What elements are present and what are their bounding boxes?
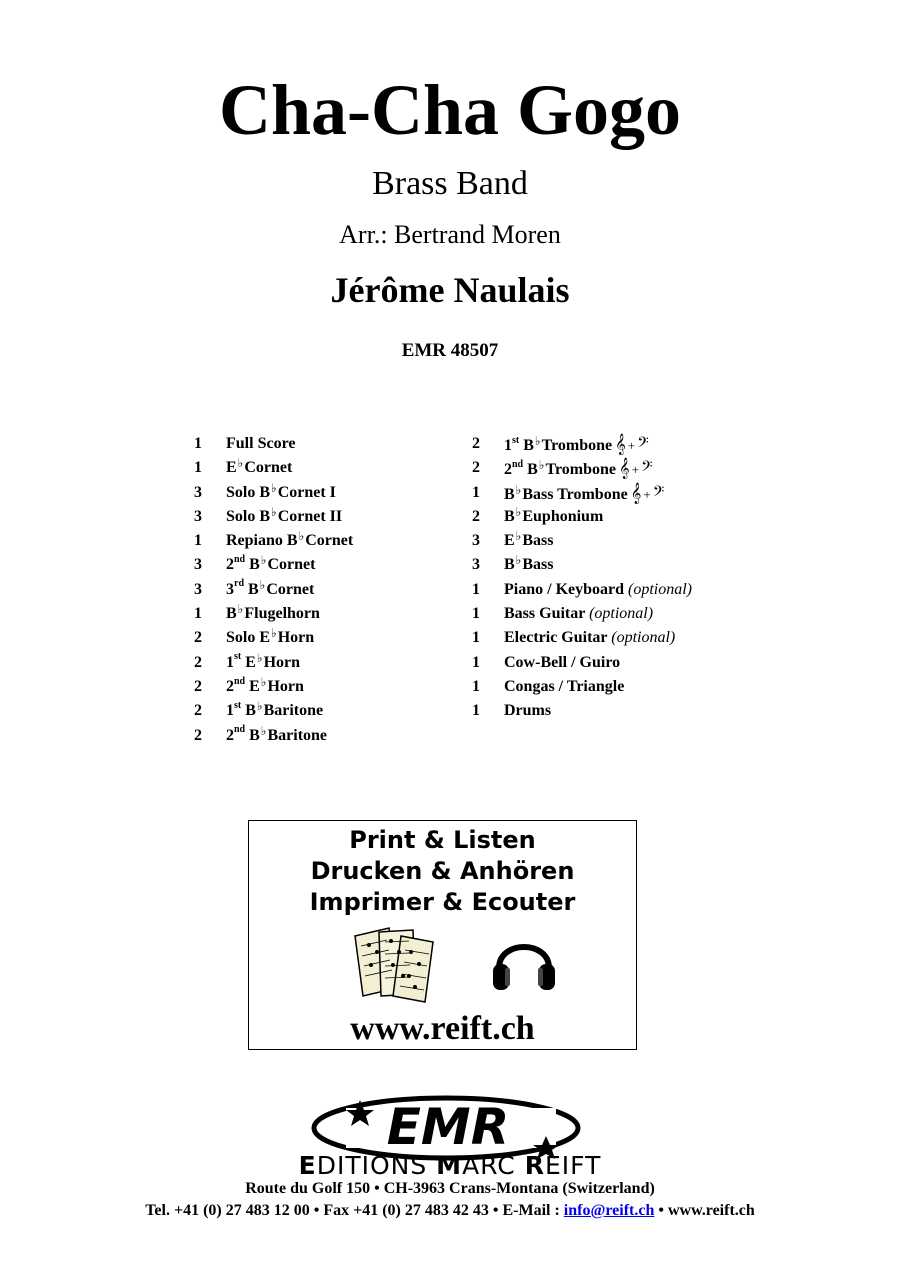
- part-instrument-suffix: Bass: [522, 532, 554, 550]
- part-name: [504, 505, 603, 529]
- part-instrument-suffix: Euphonium: [522, 507, 604, 525]
- part-row: [188, 456, 458, 480]
- clef-icons: [619, 458, 653, 478]
- part-instrument: B: [504, 485, 515, 503]
- part-instrument: E: [504, 532, 515, 550]
- part-optional-note: (optional): [611, 629, 676, 647]
- email-link[interactable]: info@reift.ch: [563, 1202, 655, 1219]
- part-instrument: B: [504, 556, 515, 574]
- part-name: [226, 724, 327, 748]
- part-ordinal-suffix: nd: [512, 458, 524, 470]
- part-row: [466, 553, 766, 577]
- part-ordinal-number: 2: [226, 556, 234, 574]
- publisher-name: [0, 1152, 900, 1180]
- part-quantity: 1: [472, 483, 480, 501]
- flat-icon: ♭: [237, 456, 244, 471]
- ensemble-type: Brass Band: [372, 165, 528, 202]
- part-quantity: 3: [194, 483, 202, 501]
- part-name: [226, 699, 323, 723]
- part-name: [226, 505, 342, 529]
- part-row: [466, 675, 766, 699]
- arranger-prefix: Arr.:: [339, 220, 388, 249]
- print-and-listen-box: [248, 820, 637, 1050]
- part-optional-note: (optional): [628, 580, 693, 598]
- part-quantity: 1: [472, 605, 480, 623]
- part-instrument-suffix: Cornet I: [277, 483, 336, 501]
- treble-clef-icon: 𝄞: [630, 482, 642, 503]
- flat-icon: ♭: [271, 626, 277, 641]
- flat-icon: ♭: [260, 553, 267, 568]
- flat-icon: ♭: [298, 529, 305, 544]
- flat-icon: ♭: [256, 699, 263, 714]
- part-ordinal-number: 1: [504, 437, 512, 454]
- part-name: [504, 481, 664, 507]
- part-instrument: Solo E: [226, 629, 271, 647]
- bass-clef-icon: 𝄢: [637, 434, 649, 454]
- promo-icons: [249, 922, 636, 1008]
- composer-name: Jérôme Naulais: [330, 270, 570, 310]
- part-row: [188, 699, 458, 723]
- flat-icon: ♭: [515, 553, 522, 568]
- part-name: [226, 553, 315, 577]
- part-quantity: 1: [472, 702, 480, 720]
- part-name: [226, 626, 314, 650]
- part-row: [188, 481, 458, 505]
- emr-logo-text: EMR: [386, 1098, 510, 1156]
- part-instrument-suffix: Trombone: [545, 461, 616, 479]
- part-ordinal-number: 1: [226, 653, 234, 671]
- part-row: [188, 529, 458, 553]
- part-name: [226, 578, 314, 602]
- part-instrument: E: [226, 459, 237, 477]
- part-instrument-suffix: Trombone: [541, 437, 613, 454]
- part-quantity: 1: [194, 435, 202, 452]
- part-instrument: Piano / Keyboard: [504, 580, 625, 598]
- part-row: [188, 724, 458, 748]
- flat-icon: ♭: [515, 504, 522, 519]
- part-quantity: 3: [472, 532, 480, 550]
- publisher-contact: [0, 1201, 900, 1221]
- part-row: [188, 626, 458, 650]
- part-instrument: B: [249, 726, 260, 744]
- promo-line-german: Drucken & Anhören: [310, 857, 575, 885]
- part-quantity: 2: [472, 435, 480, 452]
- flat-icon: ♭: [256, 650, 263, 665]
- part-ordinal-suffix: st: [234, 699, 242, 711]
- part-name: [226, 529, 353, 553]
- part-quantity: 2: [472, 459, 480, 477]
- part-name: [226, 481, 336, 505]
- flat-icon: ♭: [260, 723, 267, 738]
- part-quantity: 2: [194, 629, 202, 647]
- clef-icons: [615, 434, 649, 454]
- part-instrument: E: [245, 653, 256, 671]
- part-instrument-suffix: Flugelhorn: [244, 605, 320, 623]
- clef-icons: [631, 483, 665, 503]
- part-quantity: 2: [194, 677, 202, 695]
- part-quantity: 1: [472, 653, 480, 671]
- bass-clef-icon: 𝄢: [652, 482, 665, 503]
- part-row: [466, 505, 766, 529]
- clef-plus: +: [643, 486, 651, 502]
- part-quantity: 3: [194, 507, 202, 525]
- brand-part-2: DITIONS: [316, 1151, 437, 1180]
- part-name: [226, 651, 300, 675]
- part-ordinal-suffix: nd: [234, 724, 246, 736]
- flat-icon: ♭: [237, 602, 244, 617]
- catalog-number: EMR 48507: [401, 340, 499, 361]
- part-instrument-suffix: Cornet II: [277, 507, 343, 525]
- part-instrument: Full Score: [226, 435, 296, 452]
- clef-plus: +: [631, 462, 639, 478]
- part-row: [466, 432, 766, 456]
- score-title: Cha-Cha Gogo: [218, 70, 682, 150]
- part-name: [504, 602, 653, 626]
- part-quantity: 1: [194, 459, 202, 477]
- part-instrument-suffix: Cornet: [267, 556, 316, 574]
- part-instrument-suffix: Cornet: [244, 459, 293, 477]
- part-ordinal-number: 2: [504, 461, 512, 479]
- flat-icon: ♭: [260, 674, 267, 689]
- part-quantity: 1: [194, 532, 202, 550]
- contact-prefix: Tel. +41 (0) 27 483 12 00 • Fax +41 (0) 27 483 42 43 • E-Mail :: [145, 1202, 560, 1219]
- part-ordinal-suffix: nd: [234, 675, 246, 687]
- part-quantity: 1: [472, 677, 480, 695]
- part-instrument: Drums: [504, 702, 552, 720]
- part-ordinal-number: 2: [226, 677, 234, 695]
- part-instrument: Electric Guitar: [504, 629, 608, 647]
- part-instrument: B: [504, 507, 515, 525]
- clef-plus: +: [627, 438, 636, 453]
- part-quantity: 1: [472, 580, 480, 598]
- publisher-address: Route du Golf 150 • CH-3963 Crans-Montana (Switzerland): [245, 1180, 655, 1197]
- headphones-icon: [489, 928, 559, 998]
- brand-part-3: M: [436, 1151, 463, 1180]
- part-ordinal-suffix: st: [234, 651, 242, 663]
- part-instrument: Bass Guitar: [504, 605, 586, 623]
- promo-line-french: Imprimer & Ecouter: [309, 888, 576, 916]
- part-row: [188, 553, 458, 577]
- part-ordinal-suffix: nd: [234, 554, 246, 566]
- contact-suffix: • www.reift.ch: [658, 1202, 755, 1219]
- part-quantity: 2: [194, 702, 202, 720]
- part-row: [188, 602, 458, 626]
- part-instrument-suffix: Baritone: [263, 702, 324, 720]
- part-instrument-suffix: Baritone: [267, 726, 328, 744]
- part-row: [188, 675, 458, 699]
- brand-part-5: R: [524, 1151, 545, 1180]
- part-quantity: 1: [472, 629, 480, 647]
- part-row: [188, 578, 458, 602]
- part-row: [466, 481, 766, 505]
- part-instrument-suffix: Bass: [522, 556, 554, 574]
- part-instrument-suffix: Horn: [263, 653, 301, 671]
- flat-icon: ♭: [259, 577, 266, 592]
- part-instrument: E: [249, 677, 260, 695]
- part-name: [504, 578, 692, 602]
- part-instrument: Repiano B: [226, 532, 298, 550]
- part-instrument: B: [245, 702, 256, 720]
- brand-part-1: E: [298, 1151, 317, 1180]
- part-quantity: 3: [472, 556, 480, 574]
- part-instrument-suffix: Cornet: [305, 532, 354, 550]
- promo-url: www.reift.ch: [350, 1010, 535, 1047]
- part-instrument: B: [226, 605, 237, 623]
- part-quantity: 1: [194, 605, 202, 623]
- part-name: [504, 456, 653, 482]
- flat-icon: ♭: [271, 480, 277, 495]
- treble-clef-icon: 𝄞: [619, 458, 630, 479]
- flat-icon: ♭: [538, 458, 545, 473]
- part-row: [466, 651, 766, 675]
- part-quantity: 2: [472, 507, 480, 525]
- part-row: [466, 699, 766, 723]
- part-instrument: B: [527, 461, 538, 479]
- part-quantity: 3: [194, 556, 202, 574]
- bass-clef-icon: 𝄢: [640, 458, 653, 479]
- part-instrument: Cow-Bell / Guiro: [504, 653, 621, 671]
- flat-icon: ♭: [271, 504, 277, 519]
- part-row: [188, 432, 458, 456]
- part-ordinal-suffix: st: [512, 434, 520, 446]
- part-name: [504, 553, 553, 577]
- part-name: [504, 432, 649, 458]
- part-quantity: 3: [194, 580, 202, 598]
- part-name: [226, 456, 292, 480]
- part-instrument: Solo B: [226, 507, 271, 525]
- part-name: [226, 432, 295, 456]
- part-ordinal-number: 3: [226, 580, 234, 598]
- treble-clef-icon: 𝄞: [615, 434, 626, 454]
- part-ordinal-number: 1: [226, 702, 234, 720]
- flat-icon: ♭: [515, 529, 522, 544]
- part-row: [466, 529, 766, 553]
- part-row: [466, 602, 766, 626]
- parts-list-left: [188, 432, 458, 748]
- parts-list-right: [466, 432, 766, 724]
- part-name: [504, 675, 624, 699]
- part-instrument: Solo B: [226, 483, 271, 501]
- part-instrument-suffix: Horn: [277, 629, 315, 647]
- part-quantity: 2: [194, 726, 202, 744]
- part-instrument-suffix: Bass Trombone: [522, 485, 628, 503]
- flat-icon: ♭: [534, 434, 541, 448]
- part-name: [226, 602, 320, 626]
- part-optional-note: (optional): [589, 605, 654, 623]
- arranger-name: Bertrand Moren: [394, 220, 561, 249]
- part-row: [466, 456, 766, 480]
- brand-part-4: ARC: [462, 1151, 525, 1180]
- part-row: [188, 651, 458, 675]
- part-name: [504, 651, 620, 675]
- promo-line-english: Print & Listen: [349, 826, 536, 854]
- part-name: [504, 699, 551, 723]
- part-instrument: B: [248, 580, 259, 598]
- part-instrument: Congas / Triangle: [504, 677, 625, 695]
- part-instrument: B: [249, 556, 260, 574]
- part-instrument-suffix: Horn: [267, 677, 304, 695]
- part-ordinal-suffix: rd: [234, 578, 244, 590]
- part-row: [466, 626, 766, 650]
- part-instrument-suffix: Cornet: [266, 580, 315, 598]
- part-name: [226, 675, 304, 699]
- part-row: [466, 578, 766, 602]
- sheet-music-icon: [349, 924, 441, 1004]
- part-name: [504, 529, 553, 553]
- part-ordinal-number: 2: [226, 726, 234, 744]
- flat-icon: ♭: [515, 482, 522, 497]
- brand-part-6: EIFT: [544, 1151, 602, 1180]
- part-quantity: 2: [194, 653, 202, 671]
- part-row: [188, 505, 458, 529]
- part-name: [504, 626, 675, 650]
- arranger-line: [0, 219, 900, 251]
- part-instrument: B: [523, 437, 534, 454]
